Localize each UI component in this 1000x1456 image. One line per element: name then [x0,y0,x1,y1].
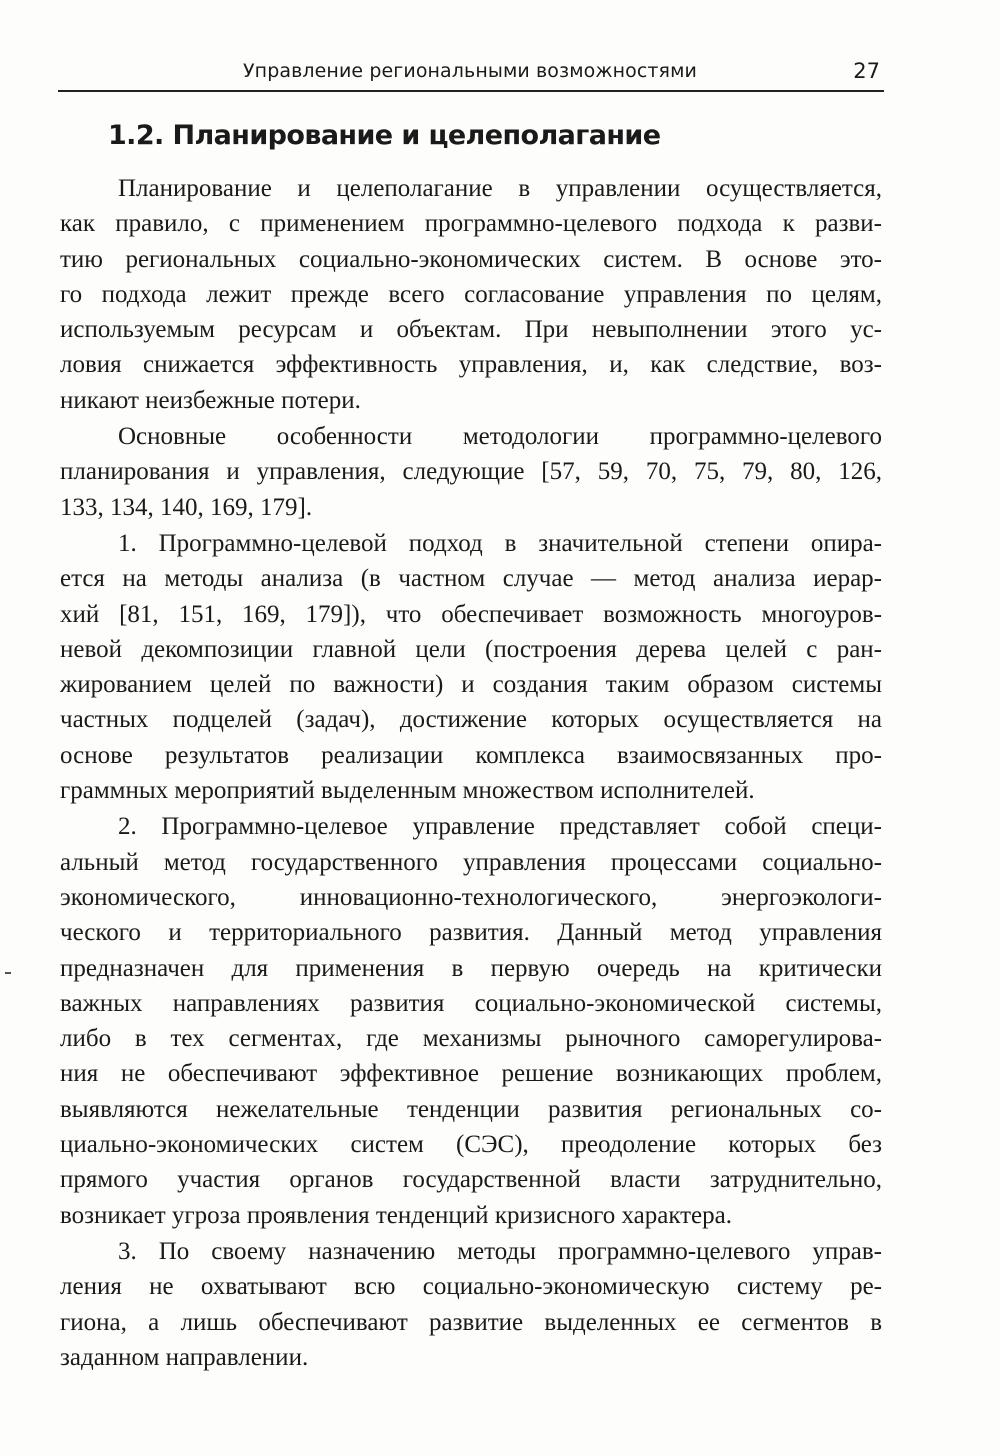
running-header-title: Управление региональными возможностями [243,60,697,82]
text-line: возникает угроза проявления тенденций кризисного характера. [60,1201,732,1229]
text-line: ется на методы анализа (в частном случае — метод анализа иерар- [60,565,882,593]
text-line: граммных мероприятий выделенным множеством исполнителей. [60,777,755,805]
text-line: 1. Программно-целевой подход в значительной степени опира- [118,529,882,557]
text-line: ния не обеспечивают эффективное решение возникающих проблем, [60,1060,882,1088]
text-line: заданном направлении. [60,1343,309,1371]
running-header [58,56,884,92]
text-line: как правило, с применением программно-целевого подхода к разви- [60,210,882,238]
text-line: 2. Программно-целевое управление представляет собой специ- [118,813,882,841]
text-line: либо в тех сегментах, где механизмы рыночного саморегулирова- [60,1025,882,1053]
page-number: 27 [853,59,880,83]
text-line: выявляются нежелательные тенденции развития региональных со- [60,1095,882,1123]
text-line: никают неизбежные потери. [60,386,361,414]
text-line: Планирование и целеполагание в управлении осуществляется, [118,175,882,202]
text-line: частных подцелей (задач), достижение которых осуществляется на [60,706,882,734]
text-line: важных направлениях развития социально-экономической системы, [60,989,882,1017]
text-line: планирования и управления, следующие [57, 59, 70, 75, 79, 80, 126, [60,458,882,486]
text-line: хий [81, 151, 169, 179]), что обеспечивает возможность многоуров- [60,600,882,628]
text-line: ческого и территориального развития. Данный метод управления [60,919,882,947]
paragraph-item-3 [60,1234,882,1375]
text-line: экономического, инновационно-технологического, энергоэкологи- [60,883,882,911]
text-line: 3. По своему назначению методы программно-целевого управ- [118,1237,882,1265]
text-line: го подхода лежит прежде всего согласование управления по целям, [60,280,882,308]
text-line: невой декомпозиции главной цели (построения дерева целей с ран- [60,635,882,663]
margin-mark [5,972,11,974]
paragraph-item-1 [60,526,882,808]
text-line: предназначен для применения в первую очередь на критически [60,954,882,982]
section-title: 1.2. Планирование и целеполагание [108,120,661,151]
text-line: Основные особенности методологии программно-целевого [118,423,882,451]
text-line: тию региональных социально-экономических систем. В основе это- [60,245,882,273]
text-line: гиона, а лишь обеспечивают развитие выделенных ее сегментов в [60,1308,882,1336]
text-line: основе результатов реализации комплекса взаимосвязанных про- [60,741,882,769]
text-line: циально-экономических систем (СЭС), преодоление которых без [60,1131,882,1159]
paragraph-intro [60,171,882,418]
body-text [60,171,882,1376]
text-line: ловия снижается эффективность управления, и, как следствие, воз- [60,351,882,379]
text-line: прямого участия органов государственной власти затруднительно, [60,1166,882,1194]
text-line: ления не охватывают всю социально-экономическую систему ре- [60,1273,882,1301]
paragraph-features [60,419,882,525]
paragraph-item-2 [60,809,882,1233]
text-line: альный метод государственного управления процессами социально- [60,848,882,876]
text-line: жированием целей по важности) и создания таким образом системы [60,671,882,699]
text-line: используемым ресурсам и объектам. При невыполнении этого ус- [60,316,882,344]
text-line: 133, 134, 140, 169, 179]. [60,493,313,521]
